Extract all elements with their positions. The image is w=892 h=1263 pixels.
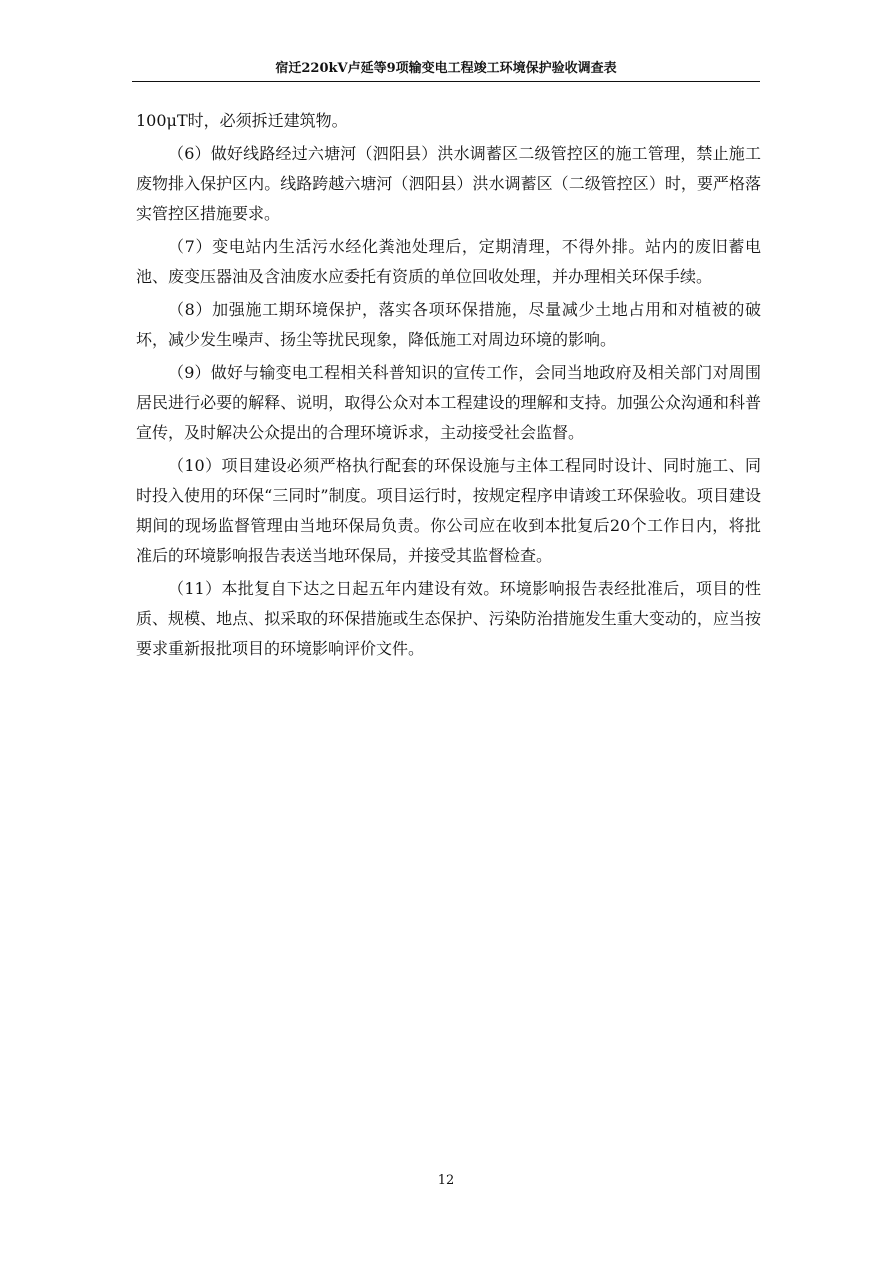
paragraph-item-6: （6）做好线路经过六塘河（泗阳县）洪水调蓄区二级管控区的施工管理，禁止施工废物排入保护区内。线路跨越六塘河（泗阳县）洪水调蓄区（二级管控区）时，要严格落实管控区措施要求。 (136, 144, 761, 223)
page-number: 12 (437, 1173, 455, 1188)
document-header-title: 宿迁220kV卢延等9项输变电工程竣工环境保护验收调查表 (275, 61, 617, 76)
paragraph-item-11: （11）本批复自下达之日起五年内建设有效。环境影响报告表经批准后，项目的性质、规模、地点、拟采取的环保措施或生态保护、污染防治措施发生重大变动的，应当按要求重新报批项目的环境影响评价文件。 (136, 579, 761, 658)
paragraph-item-10: （10）项目建设必须严格执行配套的环保设施与主体工程同时设计、同时施工、同时投入使用的环保“三同时”制度。项目运行时，按规定程序申请竣工环保验收。项目建设期间的现场监督管理由当地环保局负责。你公司应在收到本批复后20个工作日内，将批准后的环境影响报告表送当地环保局，并接受其监督检查。 (136, 456, 761, 565)
header-divider (132, 81, 760, 82)
paragraph-item-8: （8）加强施工期环境保护，落实各项环保措施，尽量减少土地占用和对植被的破坏，减少发生噪声、扬尘等扰民现象，降低施工对周边环境的影响。 (136, 300, 761, 349)
paragraph-item-9: （9）做好与输变电工程相关科普知识的宣传工作，会同当地政府及相关部门对周围居民进行必要的解释、说明，取得公众对本工程建设的理解和支持。加强公众沟通和科普宣传，及时解决公众提出的合理环境诉求，主动接受社会监督。 (136, 363, 761, 442)
paragraph-continuation: 100μT时，必须拆迁建筑物。 (136, 111, 348, 130)
document-body (136, 106, 761, 667)
paragraph-item-7: （7）变电站内生活污水经化粪池处理后，定期清理，不得外排。站内的废旧蓄电池、废变压器油及含油废水应委托有资质的单位回收处理，并办理相关环保手续。 (136, 237, 761, 286)
